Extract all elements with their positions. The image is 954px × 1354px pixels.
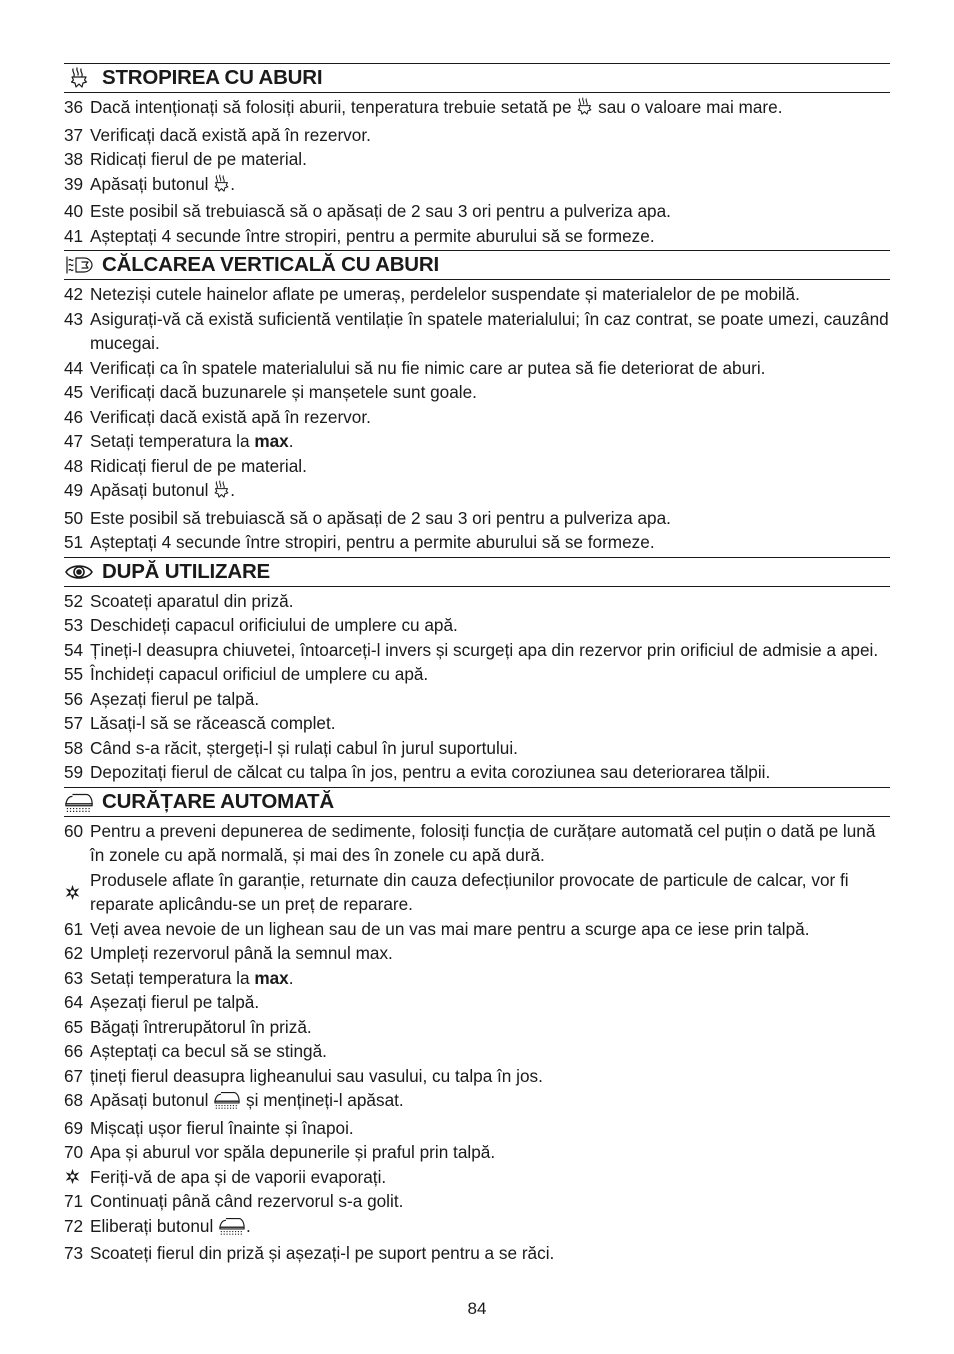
item-text-part: Mișcați ușor fierul înainte și înapoi. bbox=[90, 1117, 354, 1138]
caution-star-icon bbox=[64, 1165, 90, 1190]
item-text-part: Setați temperatura la bbox=[90, 431, 255, 451]
step-number: 65 bbox=[64, 1016, 84, 1037]
step-item bbox=[64, 1039, 890, 1064]
step-text bbox=[90, 1140, 890, 1165]
step-item bbox=[64, 454, 890, 479]
step-item bbox=[64, 1214, 890, 1242]
item-text-part: Scoateți fierul din priză și așezați-l pe suport pentru a se răci. bbox=[90, 1243, 555, 1263]
item-text-part: Continuați până când rezervorul s-a golit. bbox=[90, 1191, 404, 1211]
step-text bbox=[90, 1189, 890, 1214]
step-item bbox=[64, 1189, 890, 1214]
step-item bbox=[64, 1088, 890, 1116]
item-text-part: Verificați dacă buzunarele și manșetele sunt goale. bbox=[90, 382, 477, 402]
step-number: 41 bbox=[64, 225, 84, 246]
step-text bbox=[90, 868, 890, 917]
step-number: 54 bbox=[64, 639, 84, 660]
step-text bbox=[90, 123, 890, 148]
step-number: 40 bbox=[64, 201, 84, 221]
item-text-part: Umpleți rezervorul până la semnul max. bbox=[90, 943, 393, 963]
step-number: 57 bbox=[64, 713, 84, 733]
section-title: DUPĂ UTILIZARE bbox=[102, 559, 271, 583]
item-text-part: Apăsați butonul bbox=[90, 1090, 214, 1110]
step-number: 45 bbox=[64, 382, 84, 402]
step-item bbox=[64, 760, 890, 785]
item-text-part: Țineți-l deasupra chiuvetei, întoarceți-l invers și scurgeți apa din rezervor prin orificiul de admisie a apei. bbox=[90, 639, 879, 660]
step-item bbox=[64, 1064, 890, 1089]
step-number: 51 bbox=[64, 532, 84, 552]
step-text bbox=[90, 1165, 890, 1190]
step-number: 47 bbox=[64, 431, 84, 451]
step-number: 67 bbox=[64, 1065, 84, 1086]
item-text-part: Este posibil să trebuiască să o apăsați de 2 sau 3 ori pentru a pulveriza apa. bbox=[90, 507, 671, 528]
step-text bbox=[90, 95, 890, 123]
steam-burst-icon bbox=[213, 174, 230, 200]
step-text bbox=[90, 638, 890, 663]
eye-icon bbox=[64, 561, 94, 583]
self-clean-icon bbox=[64, 791, 94, 813]
step-text bbox=[90, 530, 890, 555]
item-text-part: Veți avea nevoie de un lighean sau de un vas mai mare pentru a scurge apa ce iese prin talpă. bbox=[90, 918, 810, 939]
item-text-part: . bbox=[230, 173, 236, 194]
step-item bbox=[64, 356, 890, 381]
step-text bbox=[90, 662, 890, 687]
step-number: 60 bbox=[64, 820, 84, 841]
item-text-part: Eliberați butonul bbox=[90, 1215, 219, 1236]
section-header bbox=[64, 787, 890, 817]
step-number: 58 bbox=[64, 737, 84, 758]
step-item bbox=[64, 224, 890, 249]
step-text bbox=[90, 736, 890, 761]
item-text-part: Ridicați fierul de pe material. bbox=[90, 455, 307, 476]
step-item bbox=[64, 307, 894, 356]
item-text-part: Când s-a răcit, ștergeți-l și rulați cabul în jurul suportului. bbox=[90, 737, 518, 758]
vertical-steam-icon bbox=[64, 254, 94, 276]
item-text-part: Pentru a preveni depunerea de sedimente, folosiți funcția de curățare automată cel puțin o dată pe lună în zonele cu apă normală, și mai des în zonele cu apă dură. bbox=[90, 820, 881, 865]
step-number: 72 bbox=[64, 1215, 84, 1236]
step-text bbox=[90, 454, 890, 479]
step-list bbox=[64, 587, 890, 785]
step-text bbox=[90, 356, 890, 381]
section-header bbox=[64, 557, 890, 587]
item-text-part: Băgați întrerupătorul în priză. bbox=[90, 1016, 312, 1037]
item-text-part: Scoateți aparatul din priză. bbox=[90, 590, 294, 611]
step-item bbox=[64, 429, 890, 454]
step-text bbox=[90, 760, 890, 785]
step-number: 36 bbox=[64, 97, 84, 117]
step-item bbox=[64, 736, 890, 761]
item-text-part: Așezați fierul pe talpă. bbox=[90, 992, 260, 1012]
step-item bbox=[64, 662, 890, 687]
item-text-part: Așteptați 4 secunde între stropiri, pentru a permite aburului să se formeze. bbox=[90, 532, 655, 552]
item-text-part: . bbox=[230, 480, 236, 500]
step-number: 49 bbox=[64, 480, 84, 500]
steam-burst-icon bbox=[64, 67, 94, 89]
step-number: 61 bbox=[64, 918, 84, 939]
step-text bbox=[90, 307, 894, 356]
item-text-part: . bbox=[246, 1215, 251, 1236]
item-text-part: . bbox=[288, 967, 294, 988]
step-text bbox=[90, 224, 890, 249]
step-item bbox=[64, 95, 890, 123]
step-item bbox=[64, 613, 890, 638]
item-text-part: și mențineți-l apăsat. bbox=[241, 1090, 404, 1110]
item-text-part: Dacă intenționați să folosiți aburii, tenperatura trebuie setată pe bbox=[90, 97, 577, 117]
item-text-part: Apăsați butonul bbox=[90, 480, 214, 500]
step-number: 37 bbox=[64, 124, 84, 145]
step-text bbox=[90, 687, 890, 712]
step-text bbox=[90, 478, 890, 506]
section-title: CĂLCAREA VERTICALĂ CU ABURI bbox=[102, 253, 440, 276]
step-number: 63 bbox=[64, 967, 84, 988]
step-text bbox=[90, 711, 890, 736]
step-text bbox=[90, 613, 890, 638]
step-item bbox=[64, 711, 890, 736]
step-item bbox=[64, 990, 890, 1015]
step-list bbox=[64, 280, 894, 555]
step-item bbox=[64, 589, 890, 614]
step-item bbox=[64, 123, 890, 148]
step-number: 44 bbox=[64, 357, 84, 378]
section-title: STROPIREA CU ABURI bbox=[102, 66, 323, 89]
item-text-part: Așezați fierul pe talpă. bbox=[90, 688, 260, 709]
caution-note bbox=[64, 868, 890, 917]
step-item bbox=[64, 282, 890, 307]
step-item bbox=[64, 917, 890, 942]
item-text-part: Verificați dacă există apă în rezervor. bbox=[90, 406, 371, 427]
step-number: 56 bbox=[64, 688, 84, 709]
step-item bbox=[64, 172, 890, 200]
step-item bbox=[64, 1140, 890, 1165]
step-text bbox=[90, 1214, 890, 1242]
item-text-part: Așteptați 4 secunde între stropiri, pentru a permite aburului să se formeze. bbox=[90, 225, 655, 246]
step-text bbox=[90, 282, 890, 307]
step-number: 46 bbox=[64, 406, 84, 427]
step-text bbox=[90, 429, 890, 454]
step-number: 39 bbox=[64, 173, 84, 194]
bold-term: max bbox=[254, 967, 289, 988]
item-text-part: Setați temperatura la bbox=[90, 967, 255, 988]
item-text-part: Apăsați butonul bbox=[90, 173, 214, 194]
item-text-part: Neteziși cutele hainelor aflate pe umeraș, perdelelor suspendate și materialelor de pe mobilă. bbox=[90, 284, 800, 304]
item-text-part: Este posibil să trebuiască să o apăsați de 2 sau 3 ori pentru a pulveriza apa. bbox=[90, 201, 671, 221]
step-item bbox=[64, 405, 890, 430]
step-item bbox=[64, 1116, 890, 1141]
step-item bbox=[64, 478, 890, 506]
step-number: 52 bbox=[64, 590, 84, 611]
step-text bbox=[90, 1064, 890, 1089]
item-text-part: Feriți-vă de apa și de vaporii evaporați. bbox=[90, 1166, 387, 1187]
step-item bbox=[64, 380, 890, 405]
item-text-part: Apa și aburul vor spăla depunerile și praful prin talpă. bbox=[90, 1142, 496, 1162]
step-text bbox=[90, 1015, 890, 1040]
step-number: 68 bbox=[64, 1090, 84, 1110]
step-item bbox=[64, 1241, 890, 1266]
section-title: CURĂȚARE AUTOMATĂ bbox=[102, 789, 334, 813]
item-text-part: Produsele aflate în garanție, returnate din cauza defecțiunilor provocate de particule de calcar, vor fi reparate aplicându-se un preț de reparare. bbox=[90, 869, 854, 914]
self-clean-icon bbox=[218, 1216, 246, 1242]
step-number: 66 bbox=[64, 1041, 84, 1061]
step-text bbox=[90, 380, 890, 405]
item-text-part: Verificați dacă există apă în rezervor. bbox=[90, 124, 371, 145]
item-text-part: Ridicați fierul de pe material. bbox=[90, 149, 307, 169]
item-text-part: Asigurați-vă că există suficientă ventilație în spatele materialului; în caz contrat, se poate umezi, cauzând mucegai. bbox=[90, 308, 894, 353]
step-item bbox=[64, 147, 890, 172]
step-text bbox=[90, 405, 890, 430]
step-item bbox=[64, 638, 890, 663]
step-item bbox=[64, 530, 890, 555]
item-text-part: Așteptați ca becul să se stingă. bbox=[90, 1041, 327, 1061]
step-text bbox=[90, 147, 890, 172]
step-number: 73 bbox=[64, 1243, 84, 1263]
step-number: 43 bbox=[64, 308, 84, 329]
step-text bbox=[90, 1116, 890, 1141]
step-number: 69 bbox=[64, 1117, 84, 1138]
item-text-part: Închideți capacul orificiul de umplere cu apă. bbox=[90, 664, 429, 684]
step-text bbox=[90, 589, 890, 614]
step-number: 59 bbox=[64, 762, 84, 782]
step-number: 64 bbox=[64, 992, 84, 1012]
step-item bbox=[64, 687, 890, 712]
step-item bbox=[64, 506, 890, 531]
caution-star-icon bbox=[64, 868, 90, 917]
steam-burst-icon bbox=[576, 97, 593, 123]
step-item bbox=[64, 966, 890, 991]
step-text bbox=[90, 966, 890, 991]
step-number: 55 bbox=[64, 664, 84, 684]
item-text-part: țineți fierul deasupra ligheanului sau vasului, cu talpa în jos. bbox=[90, 1065, 543, 1086]
item-text-part: Verificați ca în spatele materialului să nu fie nimic care ar putea să fie deteriorat de aburi. bbox=[90, 357, 766, 378]
section-header bbox=[64, 63, 890, 93]
step-text bbox=[90, 199, 890, 224]
step-number: 38 bbox=[64, 149, 84, 169]
step-number: 71 bbox=[64, 1191, 84, 1211]
step-text bbox=[90, 990, 890, 1015]
steam-burst-icon bbox=[213, 480, 230, 506]
step-number: 50 bbox=[64, 507, 84, 528]
step-text bbox=[90, 917, 890, 942]
step-item bbox=[64, 941, 890, 966]
step-text bbox=[90, 172, 890, 200]
step-list bbox=[64, 817, 890, 1266]
step-text bbox=[90, 1039, 890, 1064]
item-text-part: Deschideți capacul orificiului de umplere cu apă. bbox=[90, 615, 458, 635]
step-text bbox=[90, 506, 890, 531]
bold-term: max bbox=[254, 431, 289, 451]
step-number: 53 bbox=[64, 615, 84, 635]
step-list bbox=[64, 93, 890, 248]
step-text bbox=[90, 941, 890, 966]
step-item bbox=[64, 1015, 890, 1040]
step-item bbox=[64, 199, 890, 224]
item-text-part: Depozitați fierul de călcat cu talpa în jos, pentru a evita coroziunea sau deteriorarea tălpii. bbox=[90, 762, 771, 782]
manual-page bbox=[64, 61, 894, 1266]
step-text bbox=[90, 1088, 890, 1116]
item-text-part: Lăsați-l să se răcească complet. bbox=[90, 713, 336, 733]
step-item bbox=[64, 819, 890, 868]
step-number: 62 bbox=[64, 943, 84, 963]
step-text bbox=[90, 819, 890, 868]
item-text-part: sau o valoare mai mare. bbox=[593, 97, 783, 117]
item-text-part: . bbox=[288, 431, 294, 451]
page-number: 84 bbox=[467, 1299, 487, 1318]
self-clean-icon bbox=[213, 1090, 241, 1116]
step-number: 48 bbox=[64, 455, 84, 476]
caution-note bbox=[64, 1165, 890, 1190]
step-text bbox=[90, 1241, 890, 1266]
step-number: 70 bbox=[64, 1142, 84, 1162]
section-header bbox=[64, 250, 890, 280]
step-number: 42 bbox=[64, 284, 84, 304]
